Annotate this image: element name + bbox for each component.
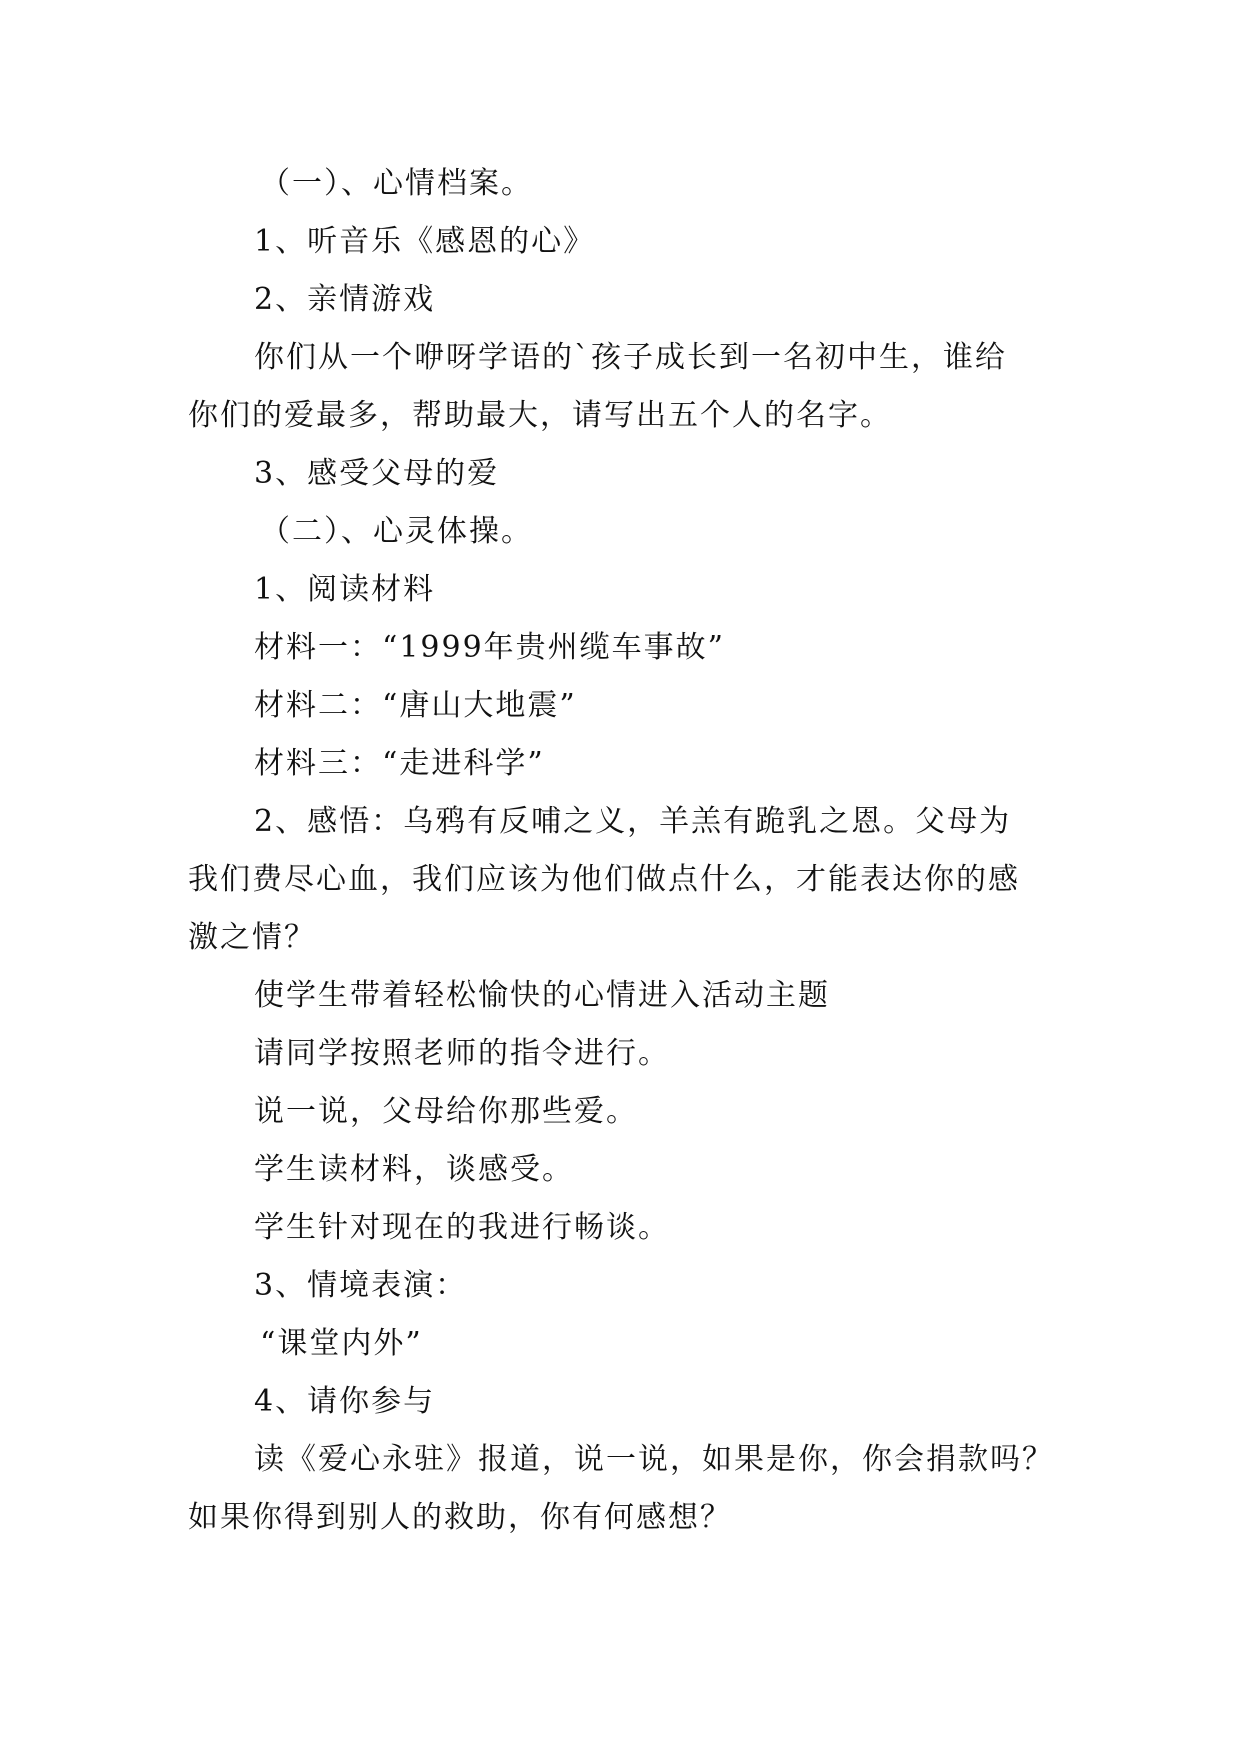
text-line: 使学生带着轻松愉快的心情进入活动主题 <box>254 978 830 1013</box>
text-line: （一）、心情档案。 <box>260 166 533 201</box>
text-line: 4、请你参与 <box>254 1384 436 1419</box>
text-line: “课堂内外” <box>260 1326 423 1361</box>
text-line: 材料一：“1999年贵州缆车事故” <box>254 630 726 665</box>
text-line: 激之情？ <box>188 920 316 955</box>
text-line: 我们费尽心血，我们应该为他们做点什么，才能表达你的感 <box>188 862 1020 897</box>
text-line: 1、听音乐《感恩的心》 <box>254 224 596 259</box>
text-line: 你们从一个咿呀学语的`孩子成长到一名初中生，谁给 <box>254 340 1007 375</box>
text-line: 学生针对现在的我进行畅谈。 <box>254 1210 670 1245</box>
text-line: 材料二：“唐山大地震” <box>254 688 577 723</box>
text-line: 请同学按照老师的指令进行。 <box>254 1036 670 1071</box>
text-line: 读《爱心永驻》报道，说一说，如果是你，你会捐款吗？ <box>254 1442 1054 1477</box>
text-line: 说一说，父母给你那些爱。 <box>254 1094 638 1129</box>
text-line: 2、感悟：乌鸦有反哺之义，羊羔有跪乳之恩。父母为 <box>254 804 1012 839</box>
text-line: （二）、心灵体操。 <box>260 514 533 549</box>
text-line: 2、亲情游戏 <box>254 282 436 317</box>
text-line: 1、阅读材料 <box>254 572 436 607</box>
text-line: 材料三：“走进科学” <box>254 746 545 781</box>
text-line: 学生读材料，谈感受。 <box>254 1152 574 1187</box>
text-line: 你们的爱最多，帮助最大，请写出五个人的名字。 <box>188 398 892 433</box>
text-line: 3、情境表演： <box>254 1268 468 1303</box>
text-line: 如果你得到别人的救助，你有何感想？ <box>188 1500 732 1535</box>
text-line: 3、感受父母的爱 <box>254 456 500 491</box>
document-body <box>188 155 1058 1547</box>
